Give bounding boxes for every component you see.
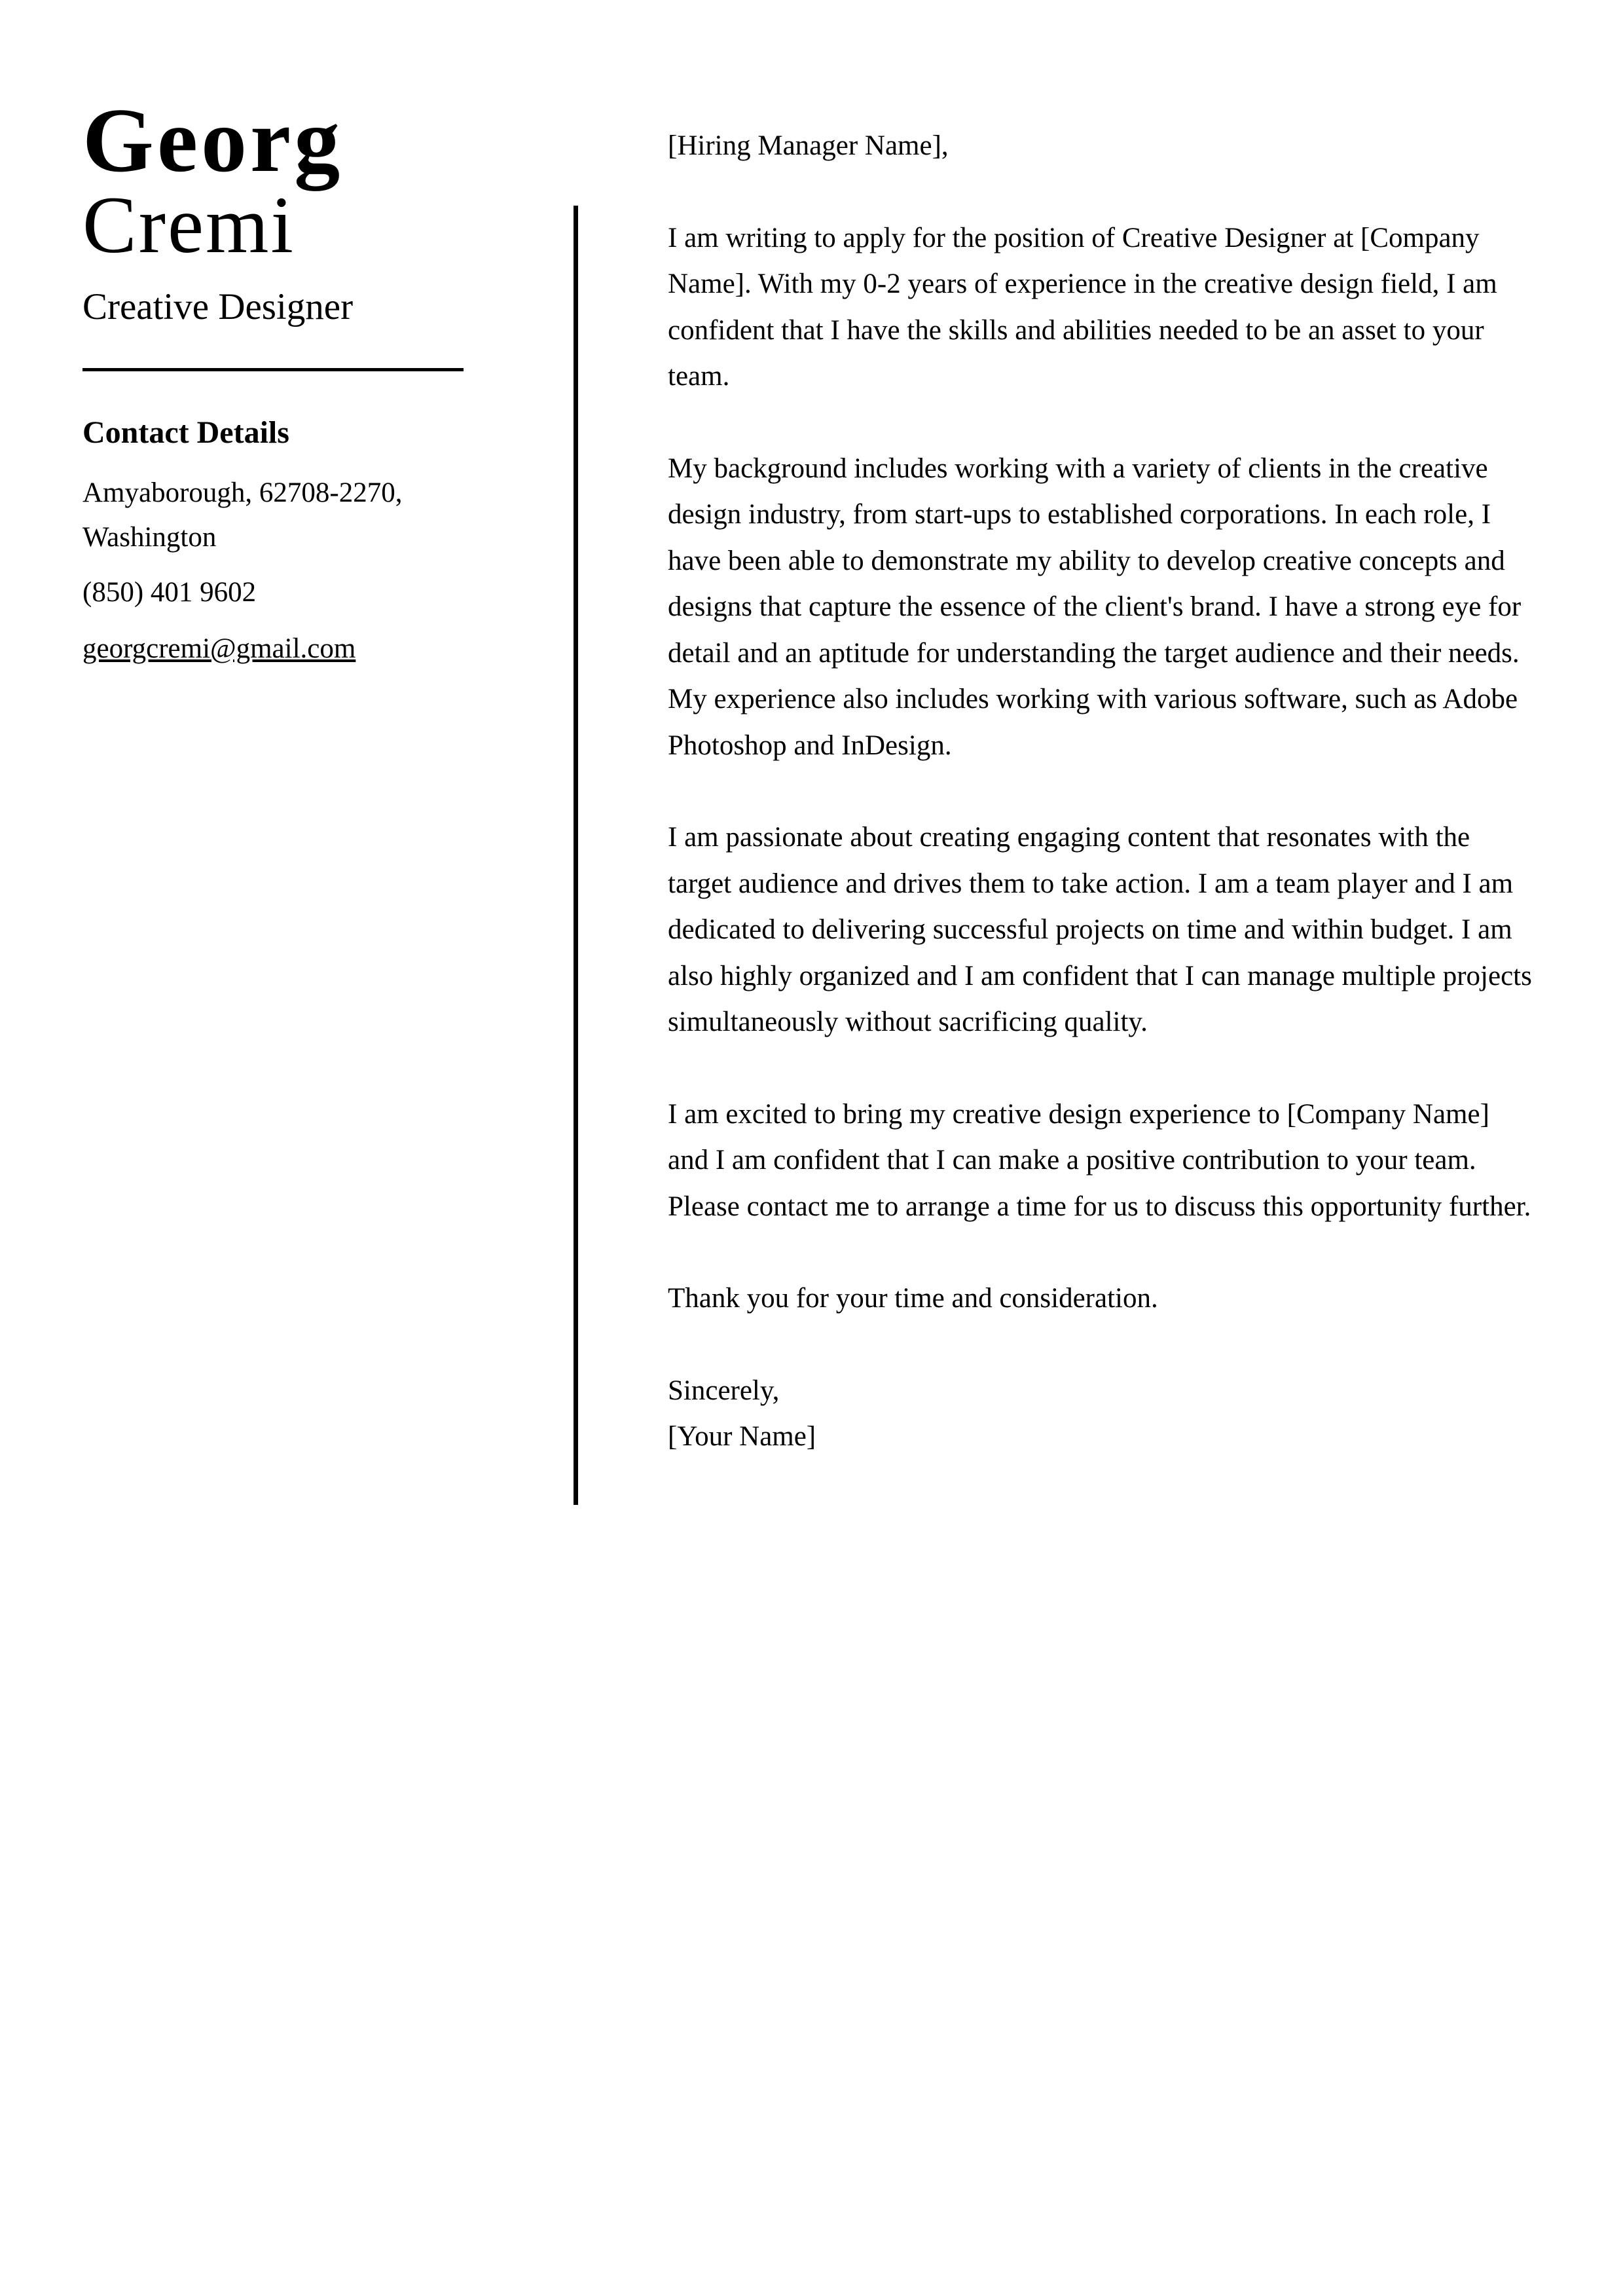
first-name: Georg xyxy=(82,90,344,191)
last-name: Cremi xyxy=(82,180,295,270)
sidebar xyxy=(82,90,475,669)
contact-address: Amyaborough, 62708-2270, Washington xyxy=(82,477,403,553)
job-title: Creative Designer xyxy=(82,286,354,327)
header-divider xyxy=(82,368,464,371)
contact-email-link[interactable]: georgcremi@gmail.com xyxy=(82,633,356,664)
letter-salutation: [Hiring Manager Name], xyxy=(668,130,949,161)
letter-paragraph: I am excited to bring my creative design experience to [Company Name] and I am confident that I can make a positive contribution to your team. Please contact me to arrange a time for us to discuss this opportunity further. xyxy=(668,1098,1531,1222)
letter-body xyxy=(668,123,1532,1460)
letter-signature: [Your Name] xyxy=(668,1421,816,1452)
letter-closing: Sincerely, xyxy=(668,1375,780,1406)
vertical-divider xyxy=(574,206,578,1505)
letter-paragraph: My background includes working with a variety of clients in the creative design industry, from start-ups to established corporations. In each role, I have been able to demonstrate my ability to develop creative concepts and designs that capture the essence of the client's brand. I have a strong eye for detail and an aptitude for understanding the target audience and their needs. My experience also includes working with various software, such as Adobe Photoshop and InDesign. xyxy=(668,453,1522,761)
letter-paragraph: Thank you for your time and consideration. xyxy=(668,1283,1158,1314)
letter-paragraph: I am writing to apply for the position of Creative Designer at [Company Name]. With my 0-2 years of experience in the creative design field, I am confident that I have the skills and abilities needed to be an asset to your team. xyxy=(668,222,1497,392)
letter-paragraph: I am passionate about creating engaging content that resonates with the target audience and drives them to take action. I am a team player and I am dedicated to delivering successful projects on time and within budget. I am also highly organized and I am confident that I can manage multiple projects simultaneously without sacrificing quality. xyxy=(668,822,1532,1037)
contact-phone: (850) 401 9602 xyxy=(82,577,257,608)
contact-details-heading: Contact Details xyxy=(82,415,289,450)
